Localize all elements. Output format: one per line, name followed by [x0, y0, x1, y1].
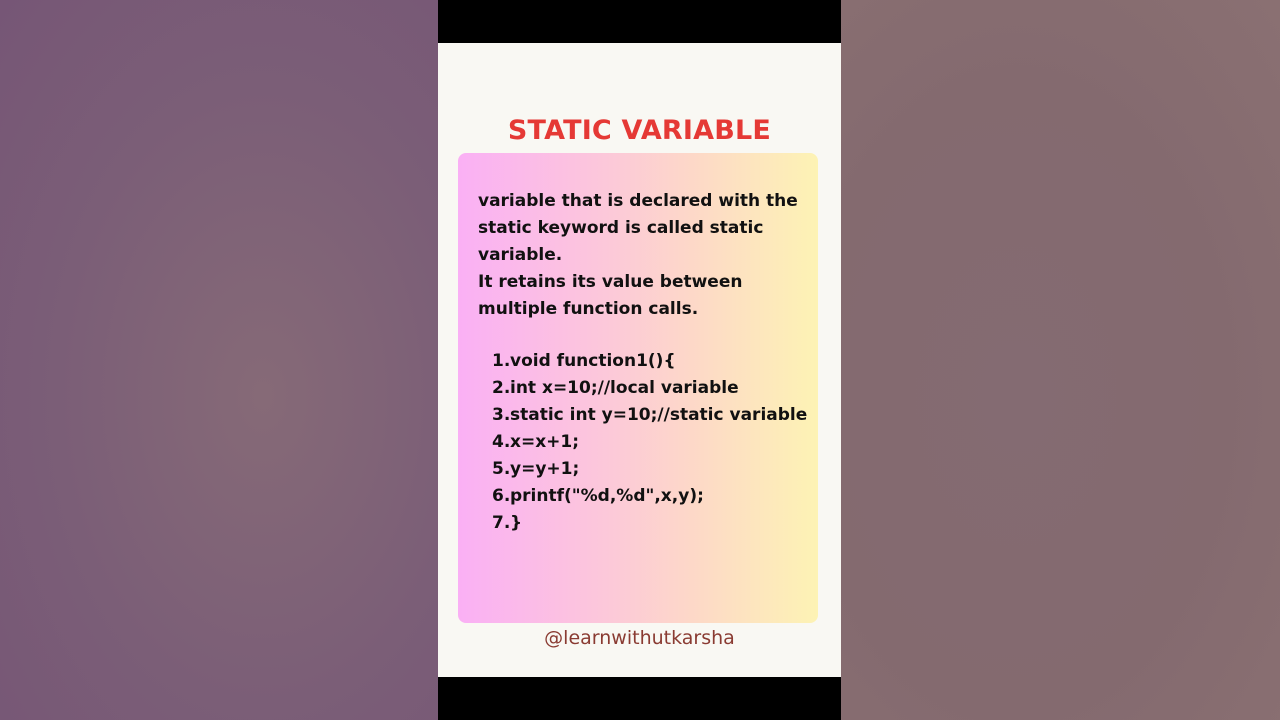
author-handle: @learnwithutkarsha — [544, 627, 735, 649]
video-frame — [438, 0, 841, 720]
blurred-background-right — [841, 0, 1280, 720]
poster — [438, 43, 841, 677]
code-line — [492, 456, 812, 483]
code-line — [492, 510, 812, 537]
description-line-1: variable that is declared with the static keyword is called static variable. — [478, 191, 798, 265]
code-line — [492, 402, 812, 429]
line-number: 4. — [492, 432, 511, 452]
line-number: 7. — [492, 513, 511, 533]
code-text: void function1(){ — [510, 351, 676, 371]
code-line — [492, 483, 812, 510]
code-text: y=y+1; — [510, 459, 580, 479]
description — [478, 188, 808, 323]
code-line — [492, 375, 812, 402]
poster-title: STATIC VARIABLE — [507, 115, 772, 146]
blurred-background-left — [0, 0, 438, 720]
code-text: printf("%d,%d",x,y); — [510, 486, 704, 506]
code-text: static int y=10;//static variable — [510, 405, 808, 425]
code-text: } — [510, 513, 523, 533]
line-number: 2. — [492, 378, 511, 398]
code-text: x=x+1; — [510, 432, 580, 452]
line-number: 6. — [492, 486, 511, 506]
code-line — [492, 348, 812, 375]
code-line — [492, 429, 812, 456]
line-number: 3. — [492, 405, 511, 425]
content-card — [458, 153, 818, 623]
description-line-2: It retains its value between multiple function calls. — [478, 272, 743, 319]
code-text: int x=10;//local variable — [510, 378, 739, 398]
line-number: 5. — [492, 459, 511, 479]
line-number: 1. — [492, 351, 511, 371]
code-listing — [492, 348, 812, 537]
